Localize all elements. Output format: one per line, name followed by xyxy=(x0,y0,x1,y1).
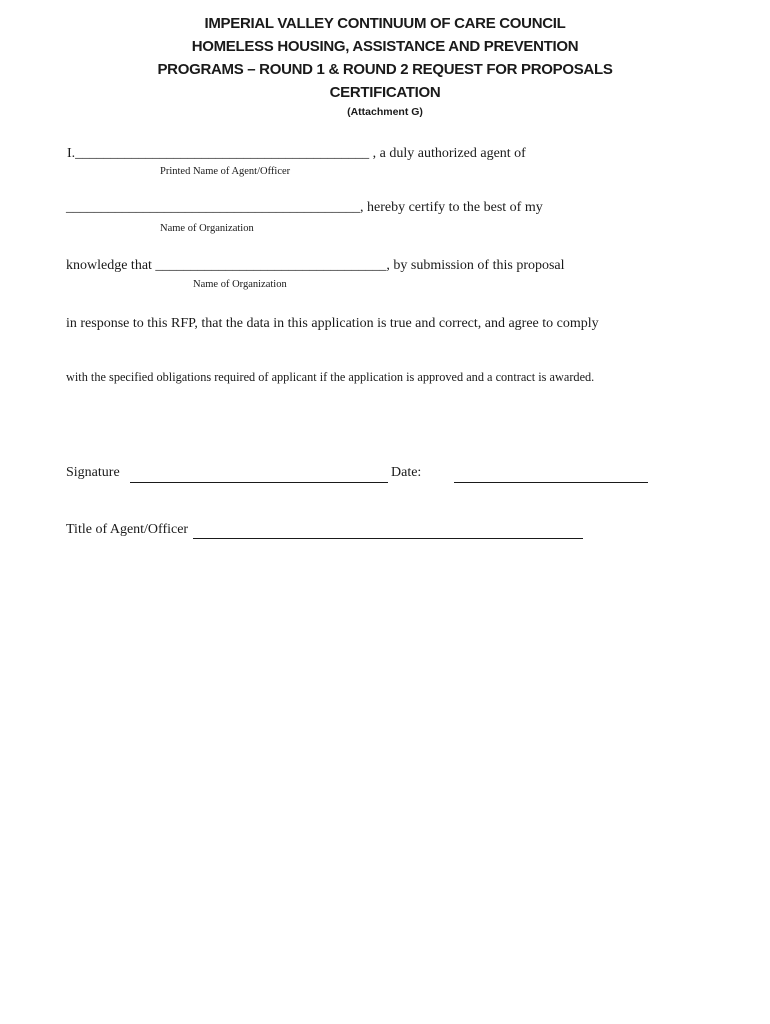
knowledge-organization-caption: Name of Organization xyxy=(193,279,287,290)
agent-name-line: I.__________________________________________ , a duly authorized agent of xyxy=(67,146,526,161)
knowledge-line: knowledge that _________________________________, by submission of this proposal xyxy=(66,258,565,273)
title-of-agent-field[interactable] xyxy=(193,538,583,539)
response-statement: in response to this RFP, that the data in this application is true and correct, and agree to comply xyxy=(66,316,599,331)
date-label: Date: xyxy=(391,465,422,480)
date-field[interactable] xyxy=(454,482,648,483)
header-line-4: CERTIFICATION xyxy=(329,84,441,101)
obligations-statement: with the specified obligations required of applicant if the application is approved and a contract is awarded. xyxy=(66,370,595,384)
header-line-1: IMPERIAL VALLEY CONTINUUM OF CARE COUNCIL xyxy=(204,15,566,32)
agent-name-caption: Printed Name of Agent/Officer xyxy=(160,166,291,177)
header-line-2: HOMELESS HOUSING, ASSISTANCE AND PREVENTION xyxy=(191,38,579,55)
title-of-agent-label: Title of Agent/Officer xyxy=(66,522,189,537)
attachment-label: (Attachment G) xyxy=(347,106,423,118)
organization-name-line: __________________________________________, hereby certify to the best of my xyxy=(66,200,543,215)
organization-name-caption: Name of Organization xyxy=(160,223,254,234)
signature-field[interactable] xyxy=(130,482,388,483)
signature-label: Signature xyxy=(66,465,120,480)
header-line-3: PROGRAMS – ROUND 1 & ROUND 2 REQUEST FOR PROPOSALS xyxy=(157,61,613,78)
